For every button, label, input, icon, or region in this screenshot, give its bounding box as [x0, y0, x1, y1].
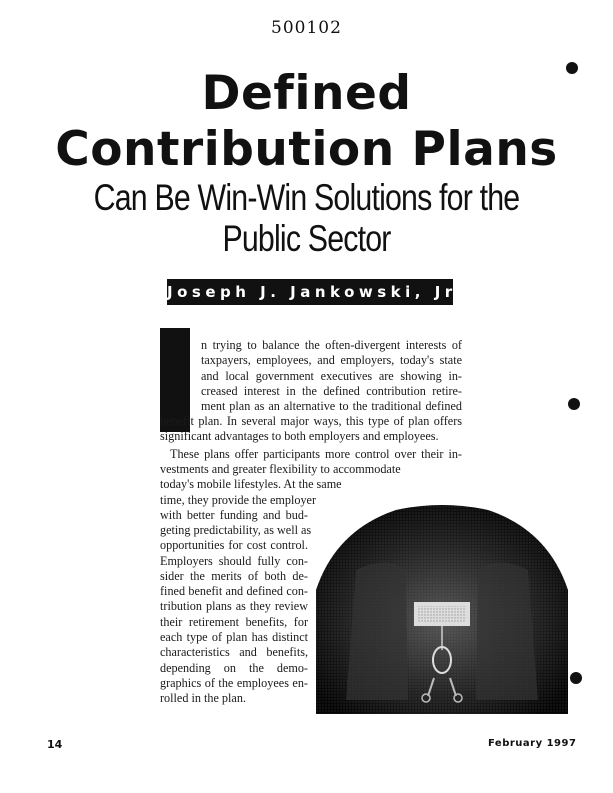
subtitle-line-2: Public Sector [222, 218, 391, 259]
body-line: benefit plan. In several major ways, this type of plan offers [160, 414, 462, 428]
illustration-photo [316, 500, 568, 714]
body-line: sider the merits of both de- [160, 569, 308, 583]
body-line: geting predictability, as well as [160, 523, 312, 537]
body-line: with better funding and bud- [160, 508, 308, 522]
body-line: taxpayers, employees, and employers, today's state [201, 353, 462, 367]
body-line: significant advantages to both employers and employees. [160, 429, 439, 443]
body-line: rolled in the plan. [160, 691, 246, 705]
title-line-1: Defined [201, 66, 412, 121]
title-line-2: Contribution Plans [55, 122, 558, 177]
issue-date: February 1997 [488, 738, 577, 749]
body-line: fined benefit and defined con- [160, 584, 308, 598]
body-line: ment plan as an alternative to the traditional defined [201, 399, 462, 413]
punch-hole-mark [566, 62, 578, 74]
body-line: creased interest in the defined contribution retire- [201, 384, 462, 398]
body-line: time, they provide the employer [160, 493, 317, 507]
body-line: depending on the demo- [160, 661, 308, 675]
body-line: and local government executives are showing in- [201, 369, 462, 383]
body-line: each type of plan has distinct [160, 630, 308, 644]
page-number: 14 [47, 738, 63, 751]
body-line: their retirement benefits, for [160, 615, 308, 629]
author-byline: Joseph J. Jankowski, Jr. [167, 279, 453, 305]
body-line: graphics of the employees en- [160, 676, 308, 690]
body-line: These plans offer participants more control over their in- [170, 447, 462, 461]
punch-hole-mark [570, 672, 582, 684]
body-line: tribution plans as they review [160, 599, 308, 613]
body-line: Employers should fully con- [160, 554, 308, 568]
document-id: 500102 [271, 18, 342, 38]
body-line: n trying to balance the often-divergent interests of [201, 338, 462, 352]
body-line: vestments and greater flexibility to accommodate [160, 462, 401, 476]
punch-hole-mark [568, 398, 580, 410]
body-line: opportunities for cost control. [160, 538, 308, 552]
body-line: characteristics and benefits, [160, 645, 308, 659]
body-line: today's mobile lifestyles. At the same [160, 477, 342, 491]
subtitle-line-1: Can Be Win-Win Solutions for the [93, 177, 520, 218]
